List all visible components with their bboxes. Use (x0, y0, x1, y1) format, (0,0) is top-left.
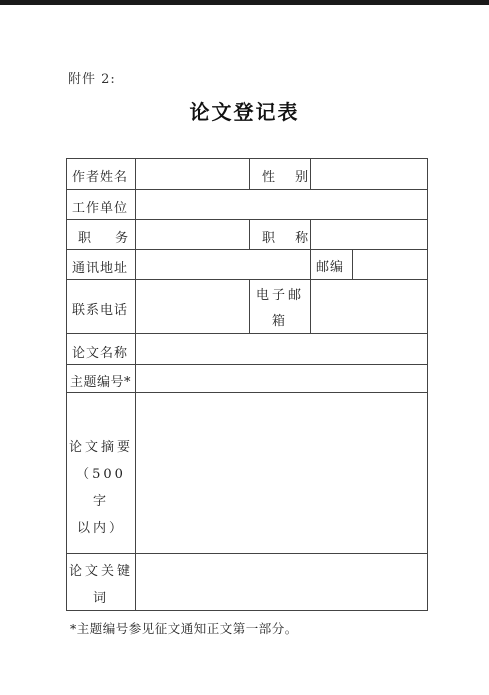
table-rule (66, 219, 427, 220)
table-rule (66, 279, 427, 280)
address-label: 通讯地址 (72, 261, 129, 276)
table-rule (310, 249, 311, 279)
email-label-line: 电子邮 (255, 288, 304, 303)
abstract-label-line: 论文摘要 (68, 440, 133, 455)
keywords-label-line: 词 (92, 591, 109, 606)
abstract-label-line: （500 字 (76, 467, 126, 509)
table-rule (66, 189, 427, 190)
professional-title-label: 职 称 (262, 231, 317, 246)
paper-title-label: 论文名称 (72, 346, 129, 361)
postcode-label: 邮编 (316, 260, 345, 275)
form-title: 论文登记表 (189, 100, 300, 124)
author-name-label: 作者姓名 (72, 170, 129, 185)
table-rule (66, 158, 67, 611)
table-rule (135, 158, 136, 611)
top-edge-bar (0, 0, 489, 5)
table-rule (427, 158, 428, 611)
table-rule (66, 158, 427, 159)
table-rule (66, 364, 427, 365)
table-rule (352, 249, 353, 279)
email-label (250, 283, 310, 335)
abstract-label (66, 434, 136, 542)
topic-number-label: 主题编号* (70, 375, 132, 390)
table-rule (249, 219, 250, 249)
gender-label: 性 别 (262, 170, 317, 185)
table-rule (66, 249, 427, 250)
table-rule (66, 553, 427, 554)
work-unit-label: 工作单位 (72, 201, 129, 216)
table-rule (66, 333, 427, 334)
keywords-label (66, 558, 136, 612)
table-rule (249, 158, 250, 189)
keywords-label-line: 论文关键 (68, 564, 133, 579)
table-rule (66, 392, 427, 393)
topic-number-footnote: *主题编号参见征文通知正文第一部分。 (70, 621, 298, 636)
table-rule (310, 279, 311, 333)
phone-label: 联系电话 (72, 303, 129, 318)
abstract-label-line: 以内） (76, 521, 125, 536)
position-label: 职 务 (78, 231, 139, 246)
email-label-line: 箱 (271, 314, 288, 329)
attachment-label: 附件 2: (68, 72, 116, 87)
